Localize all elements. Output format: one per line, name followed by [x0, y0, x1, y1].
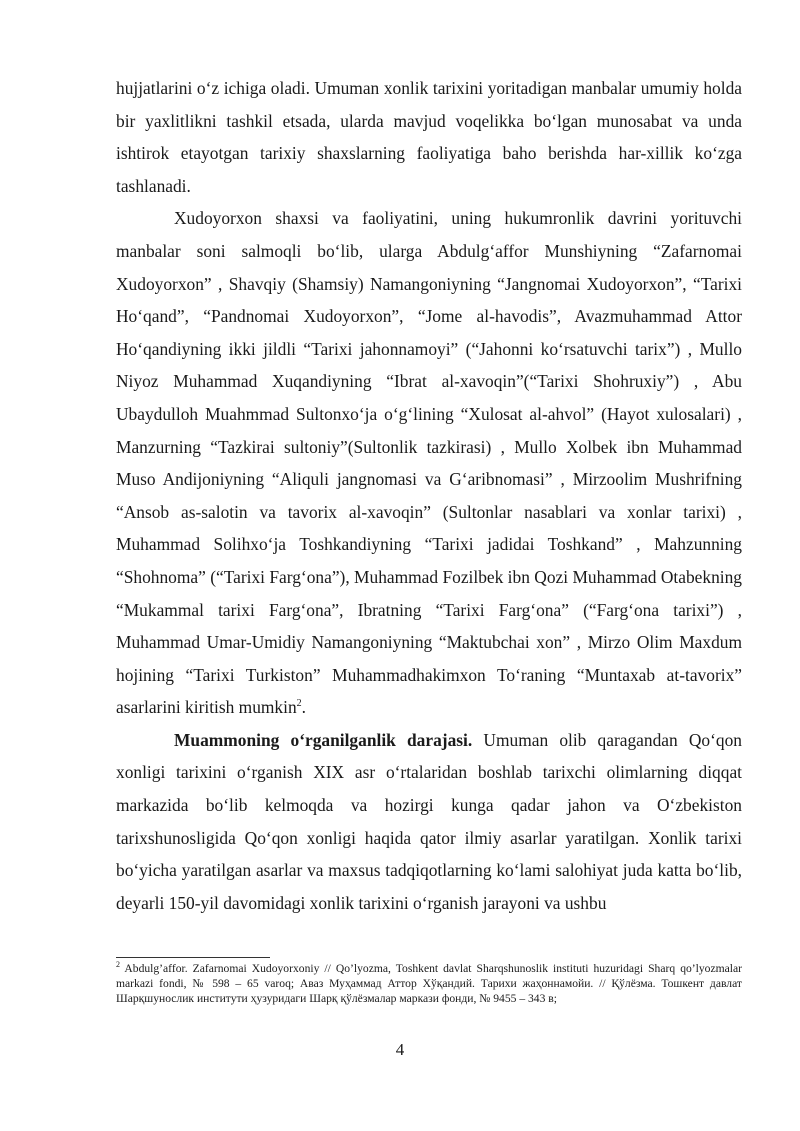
- section-heading: Muammoning o‘rganilganlik darajasi.: [174, 729, 473, 750]
- paragraph-1: [116, 72, 742, 202]
- footnote-text: Abdulg’affor. Zafarnomai Xudoyorxoniy // Qo’lyozma, Toshkent davlat Sharqshunoslik instituti huzuridagi Sharq qo’lyozmalar markazi fondi, № 598 – 65 varoq; Аваз Муҳаммад Аттор Хўқандий. Тарихи жаҳоннамойи. // Қўлёзма. Тошкент давлат Шарқшунослик институти ҳузуридаги Шарқ қўлёзмалар маркази фонди, № 9455 – 343 в;: [116, 962, 742, 1006]
- footnote-reference[interactable]: 2: [296, 698, 302, 710]
- footnote: [116, 961, 742, 1007]
- document-body: [116, 72, 742, 919]
- page-number: 4: [395, 1040, 405, 1059]
- paragraph-3: [116, 724, 742, 920]
- paragraph-3-text: Umuman olib qaragandan Qo‘qon xonligi tarixini o‘rganish XIX asr o‘rtalaridan boshlab tarixchi olimlarning diqqat markazida bo‘lib kelmoqda va hozirgi kunga qadar jahon va O‘zbekiston tarixshunosligida Qo‘qon xonligi haqida qator ilmiy asarlar yaratilgan. Xonlik tarixi bo‘yicha yaratilgan asarlar va maxsus tadqiqotlarning ko‘lami salohiyat juda katta bo‘lib, deyarli 150-yil davomidagi xonlik tarixini o‘rganish jarayoni va ushbu: [116, 729, 742, 913]
- footnote-number: 2: [116, 960, 120, 970]
- paragraph-2-text: Xudoyorxon shaxsi va faoliyatini, uning hukumronlik davrini yorituvchi manbalar soni salmoqli bo‘lib, ularga Abdulg‘affor Munshiyning “Zafarnomai Xudoyorxon” , Shavqiy (Shamsiy) Namangoniyning “Jangnomai Xudoyorxon”, “Tarixi Ho‘qand”, “Pandnomai Xudoyorxon”, “Jome al-havodis”, Avazmuhammad Attor Ho‘qandiyning ikki jildli “Tarixi jahonnamoyi” (“Jahonni ko‘rsatuvchi tarix”) , Mullo Niyoz Muhammad Xuqandiyning “Ibrat al-xavoqin”(“Tarixi Shohruxiy”) , Abu Ubaydulloh Muahmmad Sultonxo‘ja o‘g‘lining “Xulosat al-ahvol” (Hayot xulosalari) , Manzurning “Tazkirai sultoniy”(Sultonlik tazkirasi) , Mullo Xolbek ibn Muhammad Muso Andijoniyning “Aliquli jangnomasi va G‘aribnomasi” , Mirzoolim Mushrifning “Ansob as-salotin va tavorix al-xavoqin” (Sultonlar nasablari va xonlar tarixi) , Muhammad Solihxo‘ja Toshkandiyning “Tarixi jadidai Toshkand” , Mahzunning “Shohnoma” (“Tarixi Farg‘ona”), Muhammad Fozilbek ibn Qozi Muhammad Otabekning “Mukammal tarixi Farg‘ona”, Ibratning “Tarixi Farg‘ona” (“Farg‘ona tarixi”) , Muhammad Umar-Umidiy Namangoniyning “Maktubchai xon” , Mirzo Olim Maxdum hojining “Tarixi Turkiston” Muhammadhakimxon To‘raning “Muntaxab at-tavorix” asarlarini kiritish mumkin: [116, 208, 742, 718]
- footnote-separator: [116, 957, 270, 958]
- paragraph-1-text: hujjatlarini o‘z ichiga oladi. Umuman xonlik tarixini yoritadigan manbalar umumiy holda bir yaxlitlikni tashkil etsada, ularda mavjud voqelikka bo‘lgan munosabat va unda ishtirok etayotgan tarixiy shaxslarning faoliyatiga baho berishda har-xillik ko‘zga tashlanadi.: [116, 78, 742, 196]
- paragraph-2: [116, 202, 742, 724]
- paragraph-2-end: .: [301, 697, 306, 718]
